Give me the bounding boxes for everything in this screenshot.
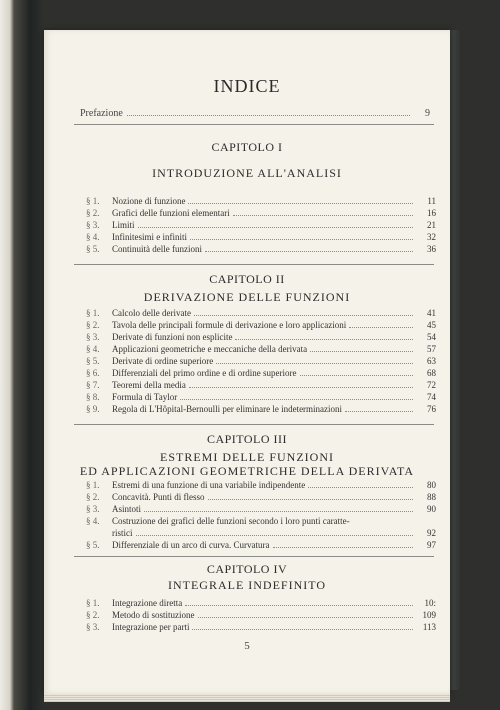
chapter-4-title: INTEGRALE INDEFINITO (167, 578, 327, 592)
entry-page: 63 (427, 356, 436, 366)
page-edges (44, 694, 450, 702)
section-number: § 2. (86, 610, 100, 620)
toc-entry (86, 480, 436, 490)
entry-title-continuation: ristici (112, 528, 133, 538)
dot-leader (190, 239, 413, 240)
entry-page: 74 (427, 392, 436, 402)
toc-entry (86, 622, 436, 632)
section-number: § 7. (86, 380, 100, 390)
toc-entry (86, 368, 436, 378)
section-number: § 5. (86, 356, 100, 366)
entry-title: Continuità delle funzioni (112, 244, 202, 254)
section-number: § 2. (86, 320, 100, 330)
toc-entry-continuation (86, 528, 436, 538)
dot-leader (136, 535, 414, 536)
entry-page: 76 (427, 404, 436, 414)
section-number: § 5. (86, 540, 100, 550)
dot-leader (233, 215, 413, 216)
toc-entry (86, 404, 436, 414)
chapter-4-number: CAPITOLO IV (206, 562, 288, 576)
entry-title: Regola di L'Hôpital-Bernoulli per eliminare le indeterminazioni (112, 404, 343, 414)
dot-leader (127, 115, 410, 116)
toc-entry (86, 332, 436, 342)
toc-entry (86, 308, 436, 318)
divider-rule (74, 264, 434, 265)
entry-title: Calcolo delle derivate (112, 308, 191, 318)
dot-leader (192, 629, 413, 630)
dot-leader (235, 339, 413, 340)
entry-page: 16 (427, 208, 436, 218)
section-number: § 3. (86, 332, 100, 342)
entry-title: Integrazione diretta (112, 598, 183, 608)
chapter-1-number: CAPITOLO I (211, 140, 283, 154)
entry-title: Tavola delle principali formule di derivazione e loro applicazioni (112, 320, 347, 330)
preface-label: Prefazione (80, 108, 123, 119)
section-number: § 8. (86, 392, 100, 402)
section-number: § 3. (86, 220, 100, 230)
entry-title: Limiti (112, 220, 135, 230)
toc-entry (86, 492, 436, 502)
toc-entry (86, 244, 436, 254)
section-number: § 3. (86, 622, 100, 632)
dot-leader (273, 547, 413, 548)
entry-page: 54 (427, 332, 436, 342)
entry-page: 11 (427, 196, 436, 206)
entry-title: Nozione di funzione (112, 196, 186, 206)
divider-rule (74, 424, 434, 425)
chapter-3-number: CAPITOLO III (206, 432, 288, 446)
toc-entry (86, 540, 436, 550)
entry-title: Formula di Taylor (112, 392, 178, 402)
entry-page: 68 (427, 368, 436, 378)
entry-page: 10: (424, 598, 436, 608)
entry-page: 90 (427, 504, 436, 514)
chapter-1-title: INTRODUZIONE ALL'ANALISI (152, 166, 342, 180)
dot-leader (308, 487, 413, 488)
toc-entry (86, 610, 436, 620)
divider-rule (74, 556, 434, 557)
index-title: INDICE (213, 76, 281, 96)
preface-entry (80, 108, 430, 119)
section-number: § 4. (86, 516, 100, 526)
dot-leader (185, 605, 413, 606)
dot-leader (216, 363, 413, 364)
section-number: § 2. (86, 492, 100, 502)
entry-page: 21 (427, 220, 436, 230)
dot-leader (198, 617, 414, 618)
chapter-3-title-line-1: ESTREMI DELLE FUNZIONI (160, 450, 334, 464)
entry-title: Costruzione dei grafici delle funzioni secondo i loro punti caratte- (112, 516, 350, 526)
section-number: § 3. (86, 504, 100, 514)
entry-title: Teoremi della media (112, 380, 186, 390)
entry-title: Differenziale di un arco di curva. Curvatura (112, 540, 270, 550)
entry-title: Infinitesimi e infiniti (112, 232, 187, 242)
dot-leader (208, 499, 414, 500)
entry-page: 41 (427, 308, 436, 318)
entry-title: Derivate di funzioni non esplicite (112, 332, 233, 342)
entry-title: Estremi di una funzione di una variabile indipendente (112, 480, 306, 490)
entry-page: 109 (422, 610, 436, 620)
preface-page: 9 (425, 108, 430, 119)
toc-entry (86, 516, 436, 526)
entry-title: Integrazione per parti (112, 622, 190, 632)
dot-leader (144, 511, 413, 512)
entry-title: Differenziali del primo ordine e di ordine superiore (112, 368, 297, 378)
toc-entry (86, 320, 436, 330)
toc-entry (86, 380, 436, 390)
toc-entry (86, 196, 436, 206)
section-number: § 1. (86, 480, 100, 490)
dot-leader (189, 387, 413, 388)
entry-page: 36 (427, 244, 436, 254)
entry-title: Grafici delle funzioni elementari (112, 208, 230, 218)
toc-entry (86, 232, 436, 242)
entry-page: 97 (427, 540, 436, 550)
entry-page: 57 (427, 344, 436, 354)
entry-page: 88 (427, 492, 436, 502)
toc-entry (86, 344, 436, 354)
entry-title: Asintoti (112, 504, 142, 514)
dot-leader (345, 411, 413, 412)
entry-page: 45 (427, 320, 436, 330)
dot-leader (188, 203, 413, 204)
entry-page: 80 (427, 480, 436, 490)
section-number: § 9. (86, 404, 100, 414)
entry-title: Metodo di sostituzione (112, 610, 195, 620)
dot-leader (205, 251, 413, 252)
toc-entry (86, 504, 436, 514)
dot-leader (194, 315, 413, 316)
section-number: § 1. (86, 598, 100, 608)
chapter-2-number: CAPITOLO II (209, 272, 285, 286)
toc-entry (86, 598, 436, 608)
section-number: § 4. (86, 344, 100, 354)
dot-leader (300, 375, 413, 376)
page-number: 5 (244, 640, 250, 652)
section-number: § 1. (86, 308, 100, 318)
dot-leader (138, 227, 414, 228)
section-number: § 1. (86, 196, 100, 206)
divider-rule (74, 124, 434, 125)
toc-entry (86, 356, 436, 366)
dot-leader (180, 399, 413, 400)
section-number: § 5. (86, 244, 100, 254)
toc-entry (86, 208, 436, 218)
dot-leader (310, 351, 413, 352)
chapter-3-title-line-2: ED APPLICAZIONI GEOMETRICHE DELLA DERIVATA (79, 464, 415, 478)
section-number: § 4. (86, 232, 100, 242)
entry-title: Applicazioni geometriche e meccaniche della derivata (112, 344, 308, 354)
entry-title: Derivate di ordine superiore (112, 356, 214, 366)
dot-leader (349, 327, 413, 328)
toc-entry (86, 220, 436, 230)
toc-entry (86, 392, 436, 402)
entry-page: 113 (422, 622, 436, 632)
section-number: § 6. (86, 368, 100, 378)
entry-title: Concavità. Punti di flesso (112, 492, 205, 502)
entry-page: 32 (427, 232, 436, 242)
entry-page: 92 (427, 528, 436, 538)
entry-page: 72 (427, 380, 436, 390)
section-number: § 2. (86, 208, 100, 218)
chapter-2-title: DERIVAZIONE DELLE FUNZIONI (143, 290, 351, 304)
